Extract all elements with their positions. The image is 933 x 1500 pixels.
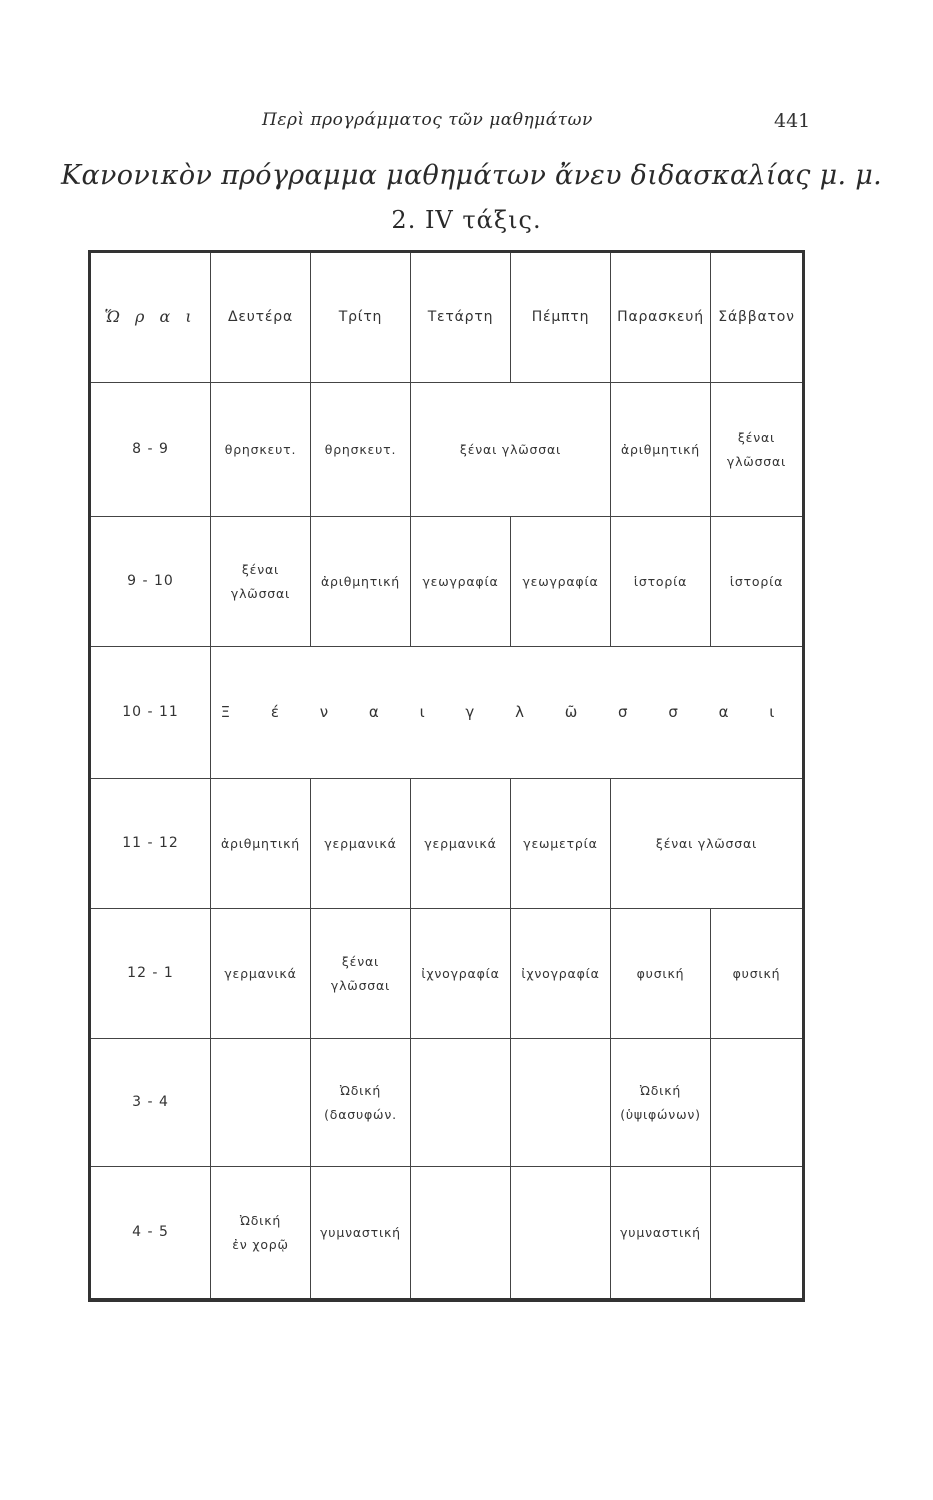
running-head	[0, 110, 933, 140]
schedule-cell: Ὠδική ἐν χορῷ	[211, 1167, 311, 1298]
schedule-cell-empty	[411, 1039, 511, 1167]
schedule-cell: γερμανικά	[311, 779, 411, 909]
column-header-day: Πέμπτη	[511, 253, 611, 383]
schedule-cell: ξέναι γλῶσσαι	[611, 779, 802, 909]
schedule-cell: γυμναστική	[311, 1167, 411, 1298]
schedule-cell: φυσική	[711, 909, 802, 1039]
schedule-cell: ἱστορία	[711, 517, 802, 647]
schedule-cell: θρησκευτ.	[311, 383, 411, 517]
column-header-day: Τετάρτη	[411, 253, 511, 383]
schedule-cell-empty	[511, 1167, 611, 1298]
schedule-cell: Ξ έ ν α ι γ λ ῶ σ σ α ι	[211, 647, 802, 779]
schedule-cell: Ὠδική (ὑψιφώνων)	[611, 1039, 711, 1167]
schedule-cell-empty	[211, 1039, 311, 1167]
row-hour-label: 4 - 5	[91, 1167, 211, 1298]
schedule-cell: γερμανικά	[211, 909, 311, 1039]
schedule-cell: ἀριθμητική	[311, 517, 411, 647]
schedule-cell: ἰχνογραφία	[511, 909, 611, 1039]
page-title: Κανονικὸν πρόγραμμα μαθημάτων ἄνευ διδασκαλίας μ. μ.	[61, 160, 882, 191]
schedule-cell: ἀριθμητική	[611, 383, 711, 517]
schedule-cell: ξέναι γλῶσσαι	[711, 383, 802, 517]
column-header-day: Σάββατον	[711, 253, 802, 383]
schedule-cell: ξέναι γλῶσσαι	[311, 909, 411, 1039]
schedule-cell: θρησκευτ.	[211, 383, 311, 517]
schedule-cell-empty	[711, 1167, 802, 1298]
column-header-day: Παρασκευή	[611, 253, 711, 383]
schedule-cell: γερμανικά	[411, 779, 511, 909]
row-hour-label: 10 - 11	[91, 647, 211, 779]
schedule-cell: ἱστορία	[611, 517, 711, 647]
running-title: Περὶ προγράμματος τῶν μαθημάτων	[262, 110, 593, 130]
row-hour-label: 12 - 1	[91, 909, 211, 1039]
schedule-cell-empty	[411, 1167, 511, 1298]
schedule-table	[88, 250, 805, 1302]
schedule-cell: γεωμετρία	[511, 779, 611, 909]
schedule-cell: ἀριθμητική	[211, 779, 311, 909]
row-hour-label: 9 - 10	[91, 517, 211, 647]
schedule-cell: ξέναι γλῶσσαι	[211, 517, 311, 647]
schedule-cell: γυμναστική	[611, 1167, 711, 1298]
column-header-day: Δευτέρα	[211, 253, 311, 383]
column-header-day: Τρίτη	[311, 253, 411, 383]
page-subtitle: 2. IV τάξις.	[391, 206, 542, 234]
schedule-cell-empty	[511, 1039, 611, 1167]
page-number: 441	[774, 110, 811, 132]
schedule-cell: γεωγραφία	[411, 517, 511, 647]
row-hour-label: 11 - 12	[91, 779, 211, 909]
row-hour-label: 8 - 9	[91, 383, 211, 517]
schedule-cell: Ὠδική (δασυφών.	[311, 1039, 411, 1167]
schedule-cell-empty	[711, 1039, 802, 1167]
schedule-cell: ἰχνογραφία	[411, 909, 511, 1039]
row-hour-label: 3 - 4	[91, 1039, 211, 1167]
schedule-cell: φυσική	[611, 909, 711, 1039]
schedule-cell: ξέναι γλῶσσαι	[411, 383, 611, 517]
schedule-cell: γεωγραφία	[511, 517, 611, 647]
column-header-hours: Ὥ ρ α ι	[91, 253, 211, 383]
